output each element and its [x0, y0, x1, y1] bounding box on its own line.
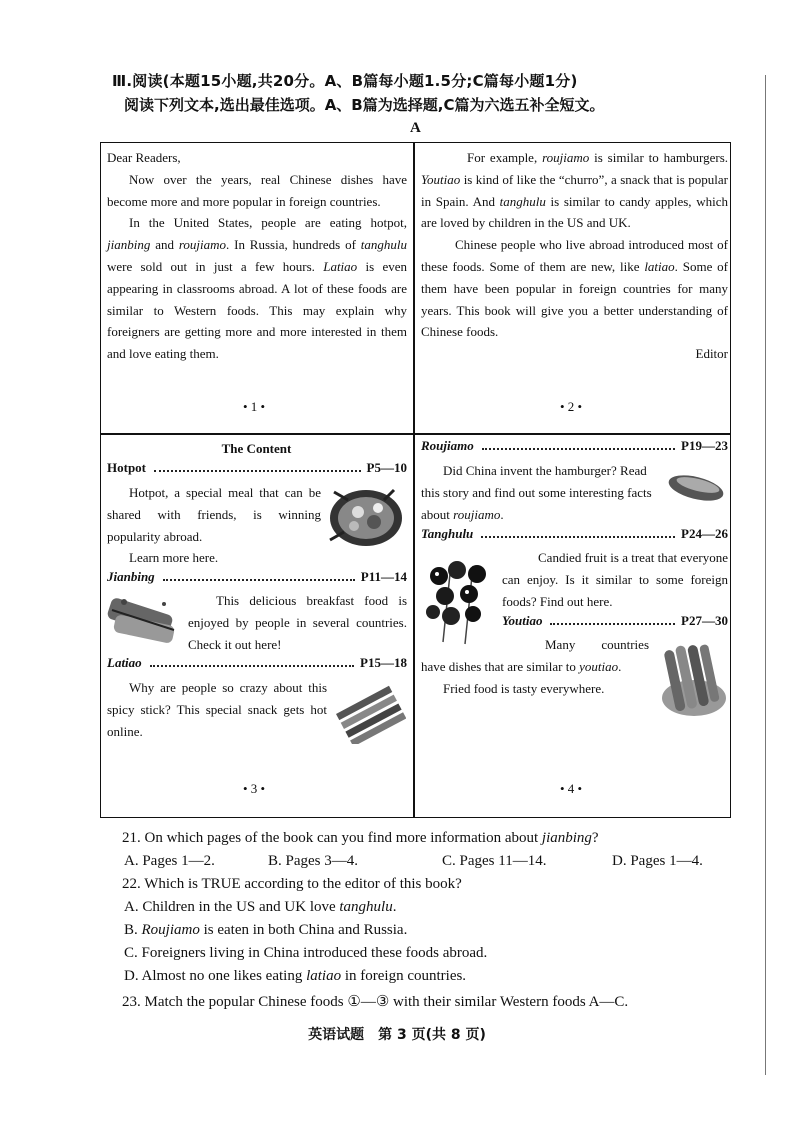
contents-heading: The Content: [221, 441, 292, 456]
youtiao-image: [656, 640, 728, 720]
toc-entry-youtiao: Youtiao P27—30: [502, 613, 728, 628]
hotpot-image: [324, 482, 408, 550]
jianbing-description: This delicious breakfast food is enjoyed by people in several countries. Check it out here!: [188, 593, 407, 652]
part-label: A: [410, 120, 421, 136]
toc-entry-jianbing: Jianbing P11—14: [107, 569, 407, 584]
question-22: 22. Which is TRUE according to the editor of this book?: [122, 876, 462, 892]
section-title: Ⅲ.阅读(本题15小题,共20分。A、B篇每小题1.5分;C篇每小题1分): [112, 72, 578, 90]
page-number-3: • 3 •: [243, 781, 266, 796]
latiao-image: [334, 684, 406, 744]
grid-divider-horizontal: [100, 433, 731, 435]
page-number-4: • 4 •: [560, 781, 583, 796]
q21-option-d[interactable]: D. Pages 1—4.: [612, 853, 703, 869]
q22-option-a[interactable]: A. Children in the US and UK love tanghulu.: [124, 899, 397, 915]
q22-option-d[interactable]: D. Almost no one likes eating latiao in foreign countries.: [124, 968, 467, 984]
toc-entry-hotpot: Hotpot P5—10: [107, 460, 407, 475]
q21-option-b[interactable]: B. Pages 3—4.: [268, 853, 358, 869]
grid-divider-vertical: [413, 142, 415, 818]
booklet-page-1: [107, 147, 407, 365]
hotpot-description: Hotpot, a special meal that can be shared with friends, is winning popularity abroad. Learn more here.: [107, 485, 321, 566]
q21-option-c[interactable]: C. Pages 11—14.: [442, 853, 547, 869]
toc-entry-roujiamo: Roujiamo P19—23: [421, 438, 728, 453]
toc-entry-tanghulu: Tanghulu P24—26: [421, 526, 728, 541]
page1-paragraph-1: Now over the years, real Chinese dishes have become more and more popular in foreign countries.: [107, 171, 407, 209]
page-number-2: • 2 •: [560, 399, 583, 414]
youtiao-description: Many countries have dishes that are similar to youtiao. Fried food is tasty everywhere.: [421, 637, 649, 696]
q22-option-b[interactable]: B. Roujiamo is eaten in both China and Russia.: [124, 922, 408, 938]
section-instruction: 阅读下列文本,选出最佳选项。A、B篇为选择题,C篇为六选五补全短文。: [124, 96, 605, 114]
q22-option-c[interactable]: C. Foreigners living in China introduced these foods abroad.: [124, 945, 488, 961]
question-23: 23. Match the popular Chinese foods ①—③ with their similar Western foods A—C.: [122, 994, 629, 1010]
latiao-description: Why are people so crazy about this spicy stick? This special snack gets hot online.: [107, 680, 327, 739]
editor-signature: Editor: [695, 346, 728, 362]
q21-option-a[interactable]: A. Pages 1—2.: [124, 853, 215, 869]
tanghulu-description: Candied fruit is a treat that everyone can enjoy. Is it similar to some foreign foods? Find out here.: [502, 550, 728, 609]
page-number-1: • 1 •: [243, 399, 266, 414]
page2-paragraph-1: For example, roujiamo is similar to hamburgers. Youtiao is kind of like the “churro”, a snack that is popular in Spain. And tanghulu is similar to candy apples, which are loved by children in the US and UK.: [421, 150, 729, 231]
jianbing-image: [104, 592, 182, 648]
roujiamo-description: Did China invent the hamburger? Read this story and find out some interesting facts about roujiamo.: [421, 463, 652, 522]
page-edge-line: [765, 75, 766, 1075]
booklet-page-2: [421, 147, 728, 365]
roujiamo-image: [664, 466, 730, 506]
page-footer: 英语试题 第 3 页(共 8 页): [308, 1027, 486, 1043]
page2-paragraph-2: Chinese people who live abroad introduced most of these foods. Some of them are new, like latiao. Some of them have been popular in foreign countries for many years. This book will give you a better understanding of Chinese foods.: [421, 237, 728, 340]
toc-entry-latiao: Latiao P15—18: [107, 655, 407, 670]
page1-paragraph-2: In the United States, people are eating hotpot, jianbing and roujiamo. In Russia, hundreds of tanghulu were sold out in just a few hours. Latiao is even appearing in classrooms abroad. A lot of these foods are similar to Western foods. This may explain why foreigners are getting more and more interested in them and love eating them.: [107, 215, 407, 362]
question-21: 21. On which pages of the book can you find more information about jianbing?: [122, 830, 599, 846]
salutation: Dear Readers,: [107, 150, 181, 165]
